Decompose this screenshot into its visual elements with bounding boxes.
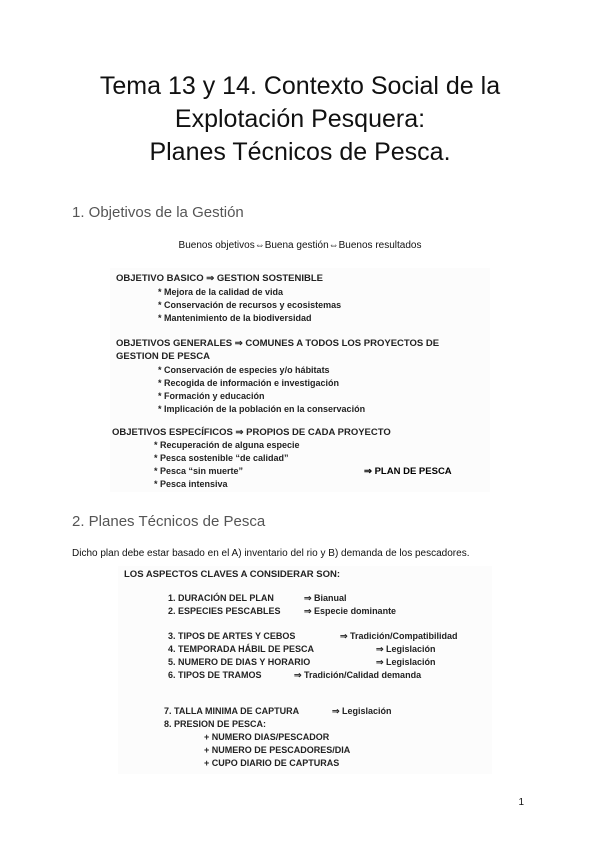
pressure-item: + NUMERO DIAS/PESCADOR	[204, 732, 330, 742]
aspects-title: LOS ASPECTOS CLAVES A CONSIDERAR SON:	[124, 569, 341, 580]
pressure-item: + CUPO DIARIO DE CAPTURAS	[204, 758, 340, 768]
objective-general-title: OBJETIVOS GENERALES ⇒ COMUNES A TODOS LOS PROYECTOS DE	[116, 338, 440, 349]
aspect-result: ⇒ Tradición/Compatibilidad	[340, 631, 458, 641]
title-line-1: Tema 13 y 14. Contexto Social de la	[99, 72, 501, 100]
objective-basic-item: * Conservación de recursos y ecosistemas	[158, 300, 342, 310]
aspect-result: ⇒ Legislación	[376, 644, 436, 654]
title-line-3: Planes Técnicos de Pesca.	[149, 138, 451, 166]
aspect-result: ⇒ Legislación	[376, 657, 436, 667]
section-1-tagline: Buenos objetivos⇔Buena gestión⇔Buenos resultados	[178, 240, 422, 251]
aspects-scan-image	[118, 566, 492, 774]
page-number: 1	[518, 797, 524, 808]
page-title	[0, 70, 600, 169]
aspect-label: 8. PRESION DE PESCA:	[164, 719, 267, 729]
objective-basic-title: OBJETIVO BASICO ⇒ GESTION SOSTENIBLE	[116, 273, 323, 284]
aspect-label: 6. TIPOS DE TRAMOS	[168, 670, 262, 680]
title-line-2: Explotación Pesquera:	[174, 105, 426, 133]
aspect-result: ⇒ Bianual	[304, 593, 347, 603]
objective-general-item: * Conservación de especies y/o hábitats	[158, 365, 330, 375]
aspect-label: 1. DURACIÓN DEL PLAN	[168, 593, 274, 603]
section-2-heading: 2. Planes Técnicos de Pesca	[72, 513, 266, 530]
objective-basic-item: * Mejora de la calidad de vida	[158, 287, 284, 297]
objective-basic-item: * Mantenimiento de la biodiversidad	[158, 313, 312, 323]
objective-general-item: * Formación y educación	[158, 391, 265, 401]
objective-general-title-cont: GESTION DE PESCA	[116, 351, 210, 362]
section-1-heading: 1. Objetivos de la Gestión	[72, 204, 244, 221]
aspect-result: ⇒ Legislación	[332, 706, 392, 716]
aspect-result: ⇒ Especie dominante	[304, 606, 397, 616]
objective-specific-item: * Pesca intensiva	[154, 479, 228, 489]
aspect-label: 5. NUMERO DE DIAS Y HORARIO	[168, 657, 311, 667]
plan-de-pesca-label: ⇒ PLAN DE PESCA	[364, 466, 452, 477]
objective-general-item: * Recogida de información e investigación	[158, 378, 340, 388]
objective-specific-item: * Pesca sostenible “de calidad”	[154, 453, 289, 463]
aspect-label: 4. TEMPORADA HÁBIL DE PESCA	[168, 644, 315, 654]
section-2-intro: Dicho plan debe estar basado en el A) inventario del rio y B) demanda de los pescadores.	[72, 548, 470, 559]
aspect-label: 7. TALLA MINIMA DE CAPTURA	[164, 706, 300, 716]
objective-specific-title: OBJETIVOS ESPECÍFICOS ⇒ PROPIOS DE CADA PROYECTO	[112, 427, 391, 438]
aspect-result: ⇒ Tradición/Calidad demanda	[294, 670, 422, 680]
objective-specific-item: * Pesca “sin muerte”	[154, 466, 244, 476]
aspect-label: 3. TIPOS DE ARTES Y CEBOS	[168, 631, 296, 641]
objective-specific-item: * Recuperación de alguna especie	[154, 440, 300, 450]
objectives-scan-image	[110, 268, 490, 492]
aspect-label: 2. ESPECIES PESCABLES	[168, 606, 281, 616]
objective-general-item: * Implicación de la población en la conservación	[158, 404, 366, 414]
pressure-item: + NUMERO DE PESCADORES/DIA	[204, 745, 351, 755]
